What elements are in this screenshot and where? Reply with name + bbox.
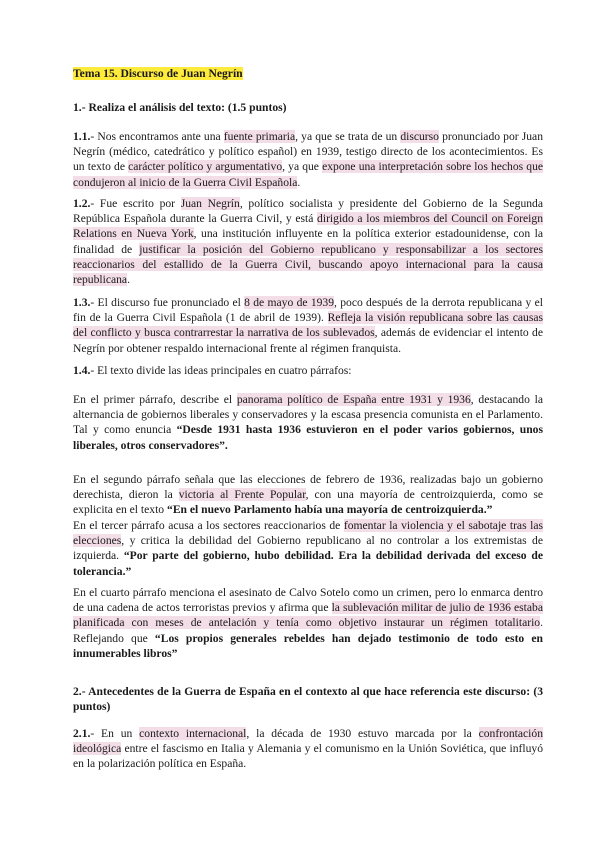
paragraph-1-4: 1.4.- El texto divide las ideas principales en cuatro párrafos: [73,364,352,377]
paragraph-1-2: 1.2.- Fue escrito por Juan Negrín, político socialista y presidente del Gobierno de la Segunda República Española durante la Guerra Civil, y está dirigido a los miembros del Council on Foreign Relations en Nueva York, una institución influyente en la política exterior estadounidense, con la finalidad de justificar la posición del Gobierno republicano y responsabilizar a los sectores reaccionarios del estallido de la Guerra Civil, buscando apoyo internacional para la causa republicana. [73,197,543,287]
section-2-heading: 2.- Antecedentes de la Guerra de España en el contexto al que hace referencia este discurso: (3 puntos) [73,685,543,714]
paragraph-2-1: 2.1.- En un contexto internacional, la década de 1930 estuvo marcada por la confrontación ideológica entre el fascismo en Italia y Alemania y el comunismo en la Unión Soviética, que influyó en la polarización política en España. [73,727,543,771]
document-title: Tema 15. Discurso de Juan Negrín [73,67,243,80]
paragraph-1-3: 1.3.- El discurso fue pronunciado el 8 de mayo de 1939, poco después de la derrota republicana y el fin de la Guerra Civil Española (1 de abril de 1939). Refleja la visión republicana sobre las causas del conflicto y busca contrarrestar la narrativa de los sublevados, además de evidenciar el intento de Negrín por obtener respaldo internacional frente al régimen franquista. [73,296,543,355]
paragraph-third: En el tercer párrafo acusa a los sectores reaccionarios de fomentar la violencia y el sabotaje tras las elecciones, y critica la debilidad del Gobierno republicano al no controlar a los extremistas de izquierda. “Por parte del gobierno, hubo debilidad. Era la debilidad derivada del exceso de tolerancia.” [73,519,543,578]
paragraph-second: En el segundo párrafo señala que las elecciones de febrero de 1936, realizadas bajo un gobierno derechista, dieron la victoria al Frente Popular, con una mayoría de centroizquierda, como se explicita en el texto “En el nuevo Parlamento había una mayoría de centroizquierda.” [73,473,543,517]
paragraph-1-1: 1.1.- Nos encontramos ante una fuente primaria, ya que se trata de un discurso pronunciado por Juan Negrín (médico, catedrático y político español) en 1939, testigo directo de los acontecimientos. Es un texto de carácter político y argumentativo, ya que expone una interpretación sobre los hechos que condujeron al inicio de la Guerra Civil Española. [73,130,544,189]
paragraph-fourth: En el cuarto párrafo menciona el asesinato de Calvo Sotelo como un crimen, pero lo enmarca dentro de una cadena de actos terroristas previos y afirma que la sublevación militar de julio de 1936 estaba planificada con meses de antelación y tenía como objetivo instaurar un régimen totalitario. Reflejando que “Los propios generales rebeldes han dejado testimonio de todo esto en innumerables libros” [73,586,543,660]
section-1-heading: 1.- Realiza el análisis del texto: (1.5 puntos) [73,101,287,114]
paragraph-first: En el primer párrafo, describe el panorama político de España entre 1931 y 1936, destacando la alternancia de gobiernos liberales y conservadores y la escasa presencia comunista en el Parlamento. Tal y como enuncia “Desde 1931 hasta 1936 estuvieron en el poder varios gobiernos, unos liberales, otros conservadores”. [73,393,543,452]
